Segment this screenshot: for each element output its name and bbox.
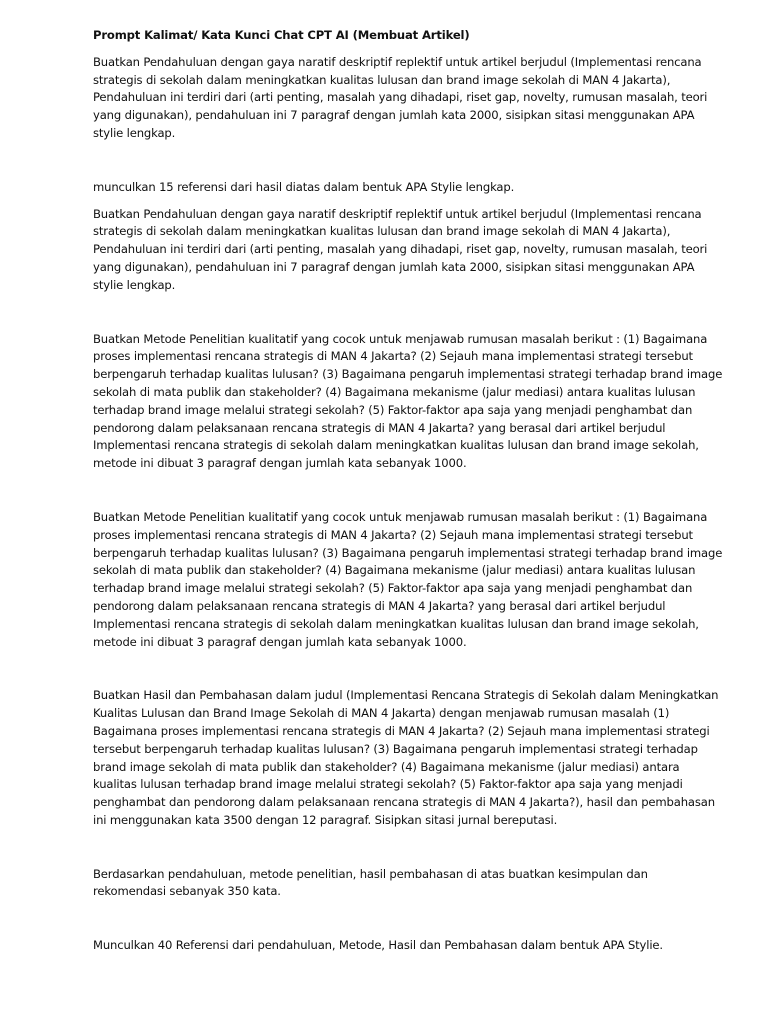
paragraph-8: Munculkan 40 Referensi dari pendahuluan, Metode, Hasil dan Pembahasan dalam bentuk APA Stylie. xyxy=(93,938,663,953)
document-title: Prompt Kalimat/ Kata Kunci Chat CPT AI (Membuat Artikel) xyxy=(93,28,470,42)
document-body xyxy=(93,27,723,955)
paragraph-6: Buatkan Hasil dan Pembahasan dalam judul (Implementasi Rencana Strategis di Sekolah dalam Meningkatkan Kualitas Lulusan dan Brand Image Sekolah di MAN 4 Jakarta) dengan menjawab rumusan masalah (1) Bagaimana proses implementasi rencana strategis di MAN 4 Jakarta? (2) Sejauh mana implementasi strategi tersebut berpengaruh terhadap kualitas lulusan? (3) Bagaimana pengaruh implementasi strategi terhadap brand image sekolah di mata publik dan stakeholder? (4) Bagaimana mekanisme (jalur mediasi) antara kualitas lulusan terhadap brand image melalui strategi sekolah? (5) Faktor-faktor apa saja yang menjadi penghambat dan pendorong dalam pelaksanaan rencana strategis di MAN 4 Jakarta?), hasil dan pembahasan ini menggunakan kata 3500 dengan 12 paragraf. Sisipkan sitasi jurnal bereputasi. xyxy=(93,688,719,827)
paragraph-1: Buatkan Pendahuluan dengan gaya naratif deskriptif replektif untuk artikel berjudul (Implementasi rencana strategis di sekolah dalam meningkatkan kualitas lulusan dan brand image sekolah di MAN 4 Jakarta), Pendahuluan ini terdiri dari (arti penting, masalah yang dihadapi, riset gap, novelty, rumusan masalah, teori yang digunakan), pendahuluan ini 7 paragraf dengan jumlah kata 2000, sisipkan sitasi menggunakan APA stylie lengkap. xyxy=(93,54,708,140)
paragraph-3: Buatkan Pendahuluan dengan gaya naratif deskriptif replektif untuk artikel berjudul (Implementasi rencana strategis di sekolah dalam meningkatkan kualitas lulusan dan brand image sekolah di MAN 4 Jakarta), Pendahuluan ini terdiri dari (arti penting, masalah yang dihadapi, riset gap, novelty, rumusan masalah, teori yang digunakan), pendahuluan ini 7 paragraf dengan jumlah kata 2000, sisipkan sitasi menggunakan APA stylie lengkap. xyxy=(93,206,708,292)
paragraph-4: Buatkan Metode Penelitian kualitatif yang cocok untuk menjawab rumusan masalah berikut : (1) Bagaimana proses implementasi rencana strategis di MAN 4 Jakarta? (2) Sejauh mana implementasi strategi tersebut berpengaruh terhadap kualitas lulusan? (3) Bagaimana pengaruh implementasi strategi terhadap brand image sekolah di mata publik dan stakeholder? (4) Bagaimana mekanisme (jalur mediasi) antara kualitas lulusan terhadap brand image melalui strategi sekolah? (5) Faktor-faktor apa saja yang menjadi penghambat dan pendorong dalam pelaksanaan rencana strategis di MAN 4 Jakarta? yang berasal dari artikel berjudul Implementasi rencana strategis di sekolah dalam meningkatkan kualitas lulusan dan brand image sekolah, metode ini dibuat 3 paragraf dengan jumlah kata sebanyak 1000. xyxy=(93,331,723,471)
paragraph-2: munculkan 15 referensi dari hasil diatas dalam bentuk APA Stylie lengkap. xyxy=(93,179,515,194)
paragraph-7: Berdasarkan pendahuluan, metode penelitian, hasil pembahasan di atas buatkan kesimpulan dan rekomendasi sebanyak 350 kata. xyxy=(93,866,648,899)
paragraph-5: Buatkan Metode Penelitian kualitatif yang cocok untuk menjawab rumusan masalah berikut : (1) Bagaimana proses implementasi rencana strategis di MAN 4 Jakarta? (2) Sejauh mana implementasi strategi tersebut berpengaruh terhadap kualitas lulusan? (3) Bagaimana pengaruh implementasi strategi terhadap brand image sekolah di mata publik dan stakeholder? (4) Bagaimana mekanisme (jalur mediasi) antara kualitas lulusan terhadap brand image melalui strategi sekolah? (5) Faktor-faktor apa saja yang menjadi penghambat dan pendorong dalam pelaksanaan rencana strategis di MAN 4 Jakarta? yang berasal dari artikel berjudul Implementasi rencana strategis di sekolah dalam meningkatkan kualitas lulusan dan brand image sekolah, metode ini dibuat 3 paragraf dengan jumlah kata sebanyak 1000. xyxy=(93,509,723,649)
